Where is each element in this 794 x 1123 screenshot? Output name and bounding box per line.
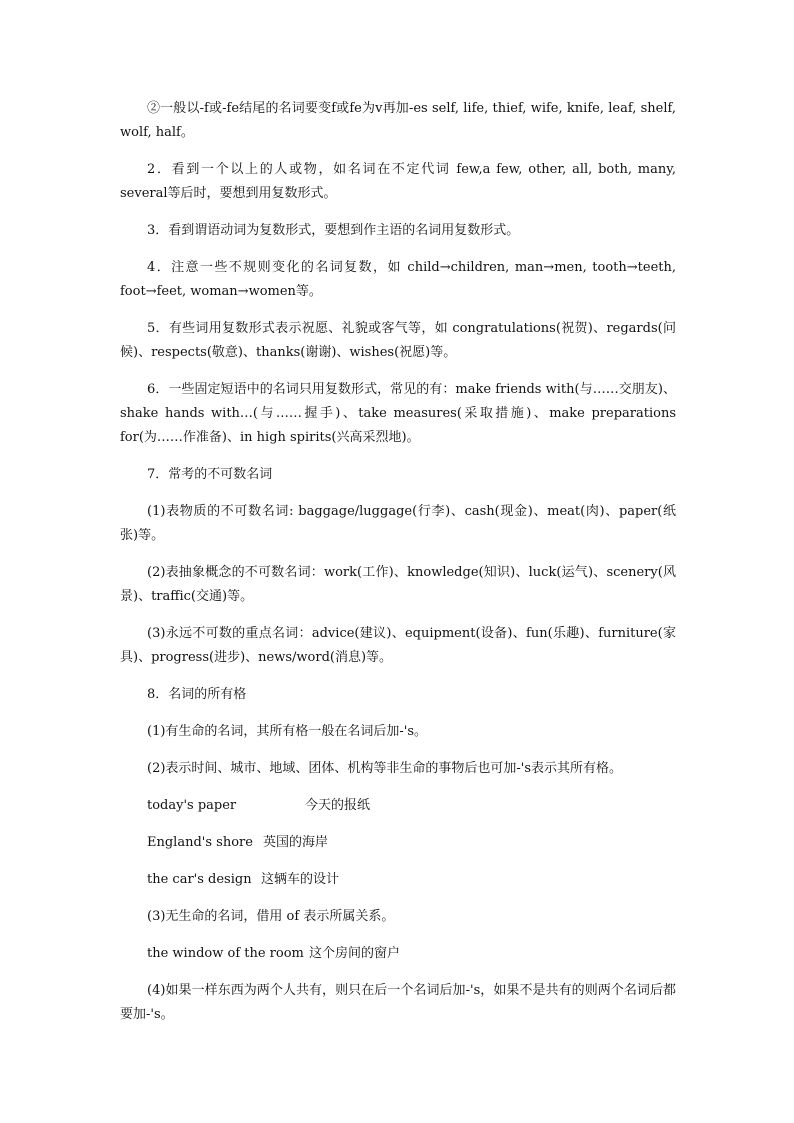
example-chinese: 英国的海岸 xyxy=(263,835,329,850)
paragraph-abstract-nouns: (2)表抽象概念的不可数名词：work(工作)、knowledge(知识)、luck(运气)、scenery(风景)、traffic(交通)等。 xyxy=(120,565,676,604)
example-row xyxy=(120,831,676,855)
paragraph-animate-possessive: (1)有生命的名词，其所有格一般在名词后加-'s。 xyxy=(147,724,428,739)
paragraph-irregular-f-fe: ②一般以-f或-fe结尾的名词要变f或fe为v再加-es self, life, thief, wife, knife, leaf, shelf, wolf, half。 xyxy=(120,101,676,140)
paragraph-rule-3: 3．看到谓语动词为复数形式，要想到作主语的名词用复数形式。 xyxy=(147,223,520,238)
example-row xyxy=(120,794,676,818)
heading-possessive-case: 8．名词的所有格 xyxy=(147,687,247,702)
example-row xyxy=(120,868,676,892)
paragraph-inanimate-possessive: (2)表示时间、城市、地域、团体、机构等非生命的事物后也可加-'s表示其所有格。 xyxy=(147,761,623,776)
example-english: today's paper xyxy=(147,798,237,813)
paragraph-rule-6: 6．一些固定短语中的名词只用复数形式，常见的有：make friends with(与……交朋友)、shake hands with…(与……握手)、take measures(采取措施)、make preparations for(为……作准备)、in high spirits(兴高采烈地)。 xyxy=(120,382,676,445)
example-chinese: 今天的报纸 xyxy=(305,798,371,813)
example-chinese: 这个房间的窗户 xyxy=(309,946,401,961)
paragraph-of-relation: (3)无生命的名词，借用 of 表示所属关系。 xyxy=(147,909,395,924)
paragraph-rule-4: 4．注意一些不规则变化的名词复数，如 child→children, man→men, tooth→teeth, foot→feet, woman→women等。 xyxy=(120,260,676,299)
example-row xyxy=(120,942,676,966)
paragraph-rule-5: 5．有些词用复数形式表示祝愿、礼貌或客气等，如 congratulations(祝贺)、regards(问候)、respects(敬意)、thanks(谢谢)、wishes(祝愿)等。 xyxy=(120,321,676,360)
paragraph-always-uncountable: (3)永远不可数的重点名词：advice(建议)、equipment(设备)、fun(乐趣)、furniture(家具)、progress(进步)、news/word(消息)等。 xyxy=(120,626,676,665)
example-english: the car's design xyxy=(147,872,252,887)
paragraph-rule-2: 2．看到一个以上的人或物，如名词在不定代词 few,a few, other, all, both, many, several等后时，要想到用复数形式。 xyxy=(120,162,676,201)
example-english: the window of the room xyxy=(147,946,304,961)
paragraph-joint-possession: (4)如果一样东西为两个人共有，则只在后一个名词后加-'s，如果不是共有的则两个名词后都要加-'s。 xyxy=(120,983,676,1022)
document-body xyxy=(120,97,676,1027)
example-chinese: 这辆车的设计 xyxy=(261,872,340,887)
heading-uncountable-nouns: 7．常考的不可数名词 xyxy=(147,467,273,482)
paragraph-material-nouns: (1)表物质的不可数名词: baggage/luggage(行李)、cash(现金)、meat(肉)、paper(纸张)等。 xyxy=(120,504,676,543)
example-english: England's shore xyxy=(147,835,253,850)
